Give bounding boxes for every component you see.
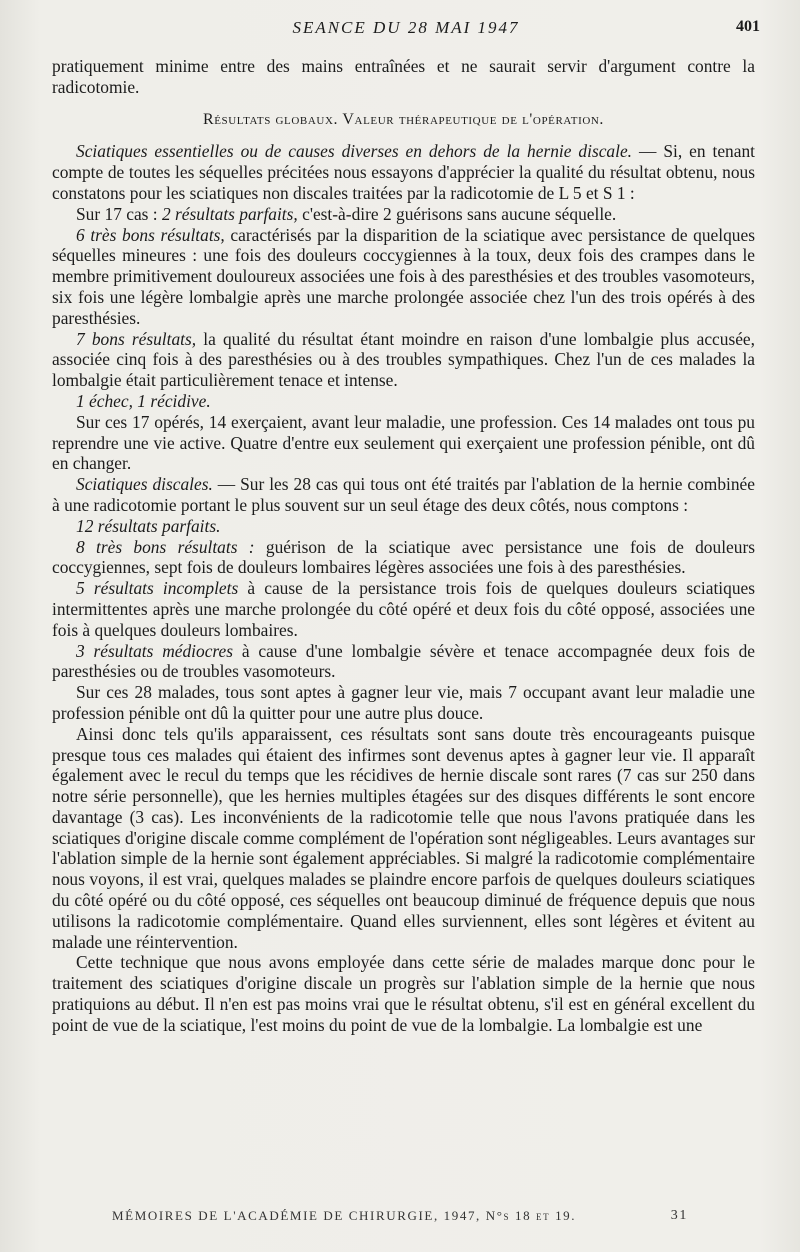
italic-lead: Sciatiques essentielles ou de causes diverses en dehors de la hernie discale. [76, 141, 633, 162]
italic-lead: 2 résultats parfaits, [161, 203, 298, 224]
paragraph-text: Sur 17 cas : [76, 203, 162, 224]
paragraph: Sur ces 28 malades, tous sont aptes à gagner leur vie, mais 7 occupant avant leur maladie une profession pénible ont dû la quitter pour une autre plus douce. [52, 682, 755, 723]
paragraph: Cette technique que nous avons employée dans cette série de malades marque donc pour le traitement des sciatiques d'origine discale un progrès sur l'ablation simple de la hernie que nous pratiquions au début. Il n'en est pas moins vrai que le résultat obtenu, s'il est en général excellent du point de vue de la sciatique, l'est moins du point de vue de la lombalgie. La lombalgie est une [52, 952, 755, 1035]
paragraph-text: c'est-à-dire 2 guérisons sans aucune séquelle. [297, 203, 617, 224]
paragraph-text: — Sur les 28 cas qui tous ont été traités par l'ablation de la hernie combinée à une radicotomie portant le plus souvent sur un seul étage des deux côtés, nous comptons : [52, 474, 755, 515]
page-number: 401 [736, 18, 760, 35]
paragraph-text: à cause de la persistance trois fois de quelques douleurs sciatiques intermittentes après une marche prolongée du côté opéré et deux fois du côté opposé, associées une fois à quelques douleurs lombaires. [52, 578, 755, 640]
paragraph [52, 329, 755, 391]
paragraph [52, 537, 755, 579]
italic-lead: 12 résultats parfaits. [76, 515, 221, 536]
italic-lead: 8 très bons résultats : [76, 536, 255, 557]
italic-lead: 7 bons résultats, [76, 328, 197, 349]
paragraph: Sur ces 17 opérés, 14 exerçaient, avant leur maladie, une profession. Ces 14 malades ont tous pu reprendre une vie active. Quatre d'entre eux seulement qui exerçaient une profession pénible, ont dû en changer. [52, 411, 755, 474]
journal-reference: MÉMOIRES DE L'ACADÉMIE DE CHIRURGIE, 1947, N°s 18 et 19. [112, 1208, 577, 1223]
paragraph [52, 474, 755, 516]
header-title: SEANCE DU 28 MAI 1947 [292, 18, 520, 37]
running-header [52, 18, 760, 44]
paragraph [52, 641, 755, 683]
italic-lead: 1 échec, 1 récidive. [76, 390, 211, 411]
italic-lead: 3 résultats médiocres [76, 640, 234, 661]
paragraph-text: caractérisés par la disparition de la sciatique avec persistance de quelques séquelles mineures : une fois des douleurs coccygiennes à la toux, deux fois des crampes dans le membre primitivement douloureux associées une fois à des paresthésies et des troubles vasomoteurs, six fois une légère lombalgie après une marche prolongée associée chez l'un des trois opérés à des paresthésies. [52, 224, 755, 328]
paragraph [52, 578, 755, 640]
signature-mark: 31 [670, 1208, 688, 1223]
paragraph-text: — Si, en tenant compte de toutes les séquelles précitées nous essayons d'apprécier la qualité du résultat obtenu, nous constatons pour les sciatiques non discales traitées par la radicotomie de L 5 et S 1 : [52, 141, 755, 203]
italic-lead: Sciatiques discales. [76, 474, 213, 495]
paragraph [52, 516, 755, 537]
paragraph-text: guérison de la sciatique avec persistance une fois de douleurs coccygiennes, sept fois de douleurs lombaires légères associées une fois à des paresthésies. [52, 536, 755, 578]
paragraph [52, 204, 755, 225]
paragraph [52, 141, 755, 203]
italic-lead: 5 résultats incomplets [76, 578, 239, 599]
article-body [52, 56, 755, 1036]
section-heading: Résultats globaux. Valeur thérapeutique de l'opération. [202, 110, 605, 128]
paragraph [52, 225, 755, 329]
paragraph-text: à cause d'une lombalgie sévère et tenace accompagnée deux fois de paresthésies ou de troubles vasomoteurs. [52, 640, 755, 682]
paragraph: pratiquement minime entre des mains entraînées et ne saurait servir d'argument contre la radicotomie. [52, 56, 755, 97]
paragraph: Ainsi donc tels qu'ils apparaissent, ces résultats sont sans doute très encourageants puisque presque tous ces malades qui étaient des infirmes sont devenus aptes à gagner leur vie. Il apparaît également avec le recul du temps que les récidives de hernie discale sont rares (7 cas sur 250 dans notre série personnelle), que les hernies multiples étagées sur des disques différents le sont encore davantage (3 cas). Les inconvénients de la radicotomie telle que nous l'avons pratiquée dans les sciatiques d'origine discale comme complément de l'opération sont négligeables. Leurs avantages sur l'ablation simple de la hernie sont également appréciables. Si malgré la radicotomie complémentaire nous voyons, il est vrai, quelques malades se plaindre encore parfois de quelques douleurs sciatiques du côté opéré ou du côté opposé, ces séquelles ont beaucoup diminué de fréquence depuis que nous utilisons la radicotomie complémentaire. Quand elles surviennent, elles sont légères et évitent au malade une réintervention. [52, 723, 755, 952]
paragraph-text: la qualité du résultat étant moindre en raison d'une lombalgie plus accusée, associée cinq fois à des paresthésies ou à des troubles sympathiques. Chez l'un de ces malades la lombalgie était particulièrement tenace et intense. [52, 328, 756, 391]
italic-lead: 6 très bons résultats, [76, 224, 225, 245]
paragraph [52, 391, 755, 412]
